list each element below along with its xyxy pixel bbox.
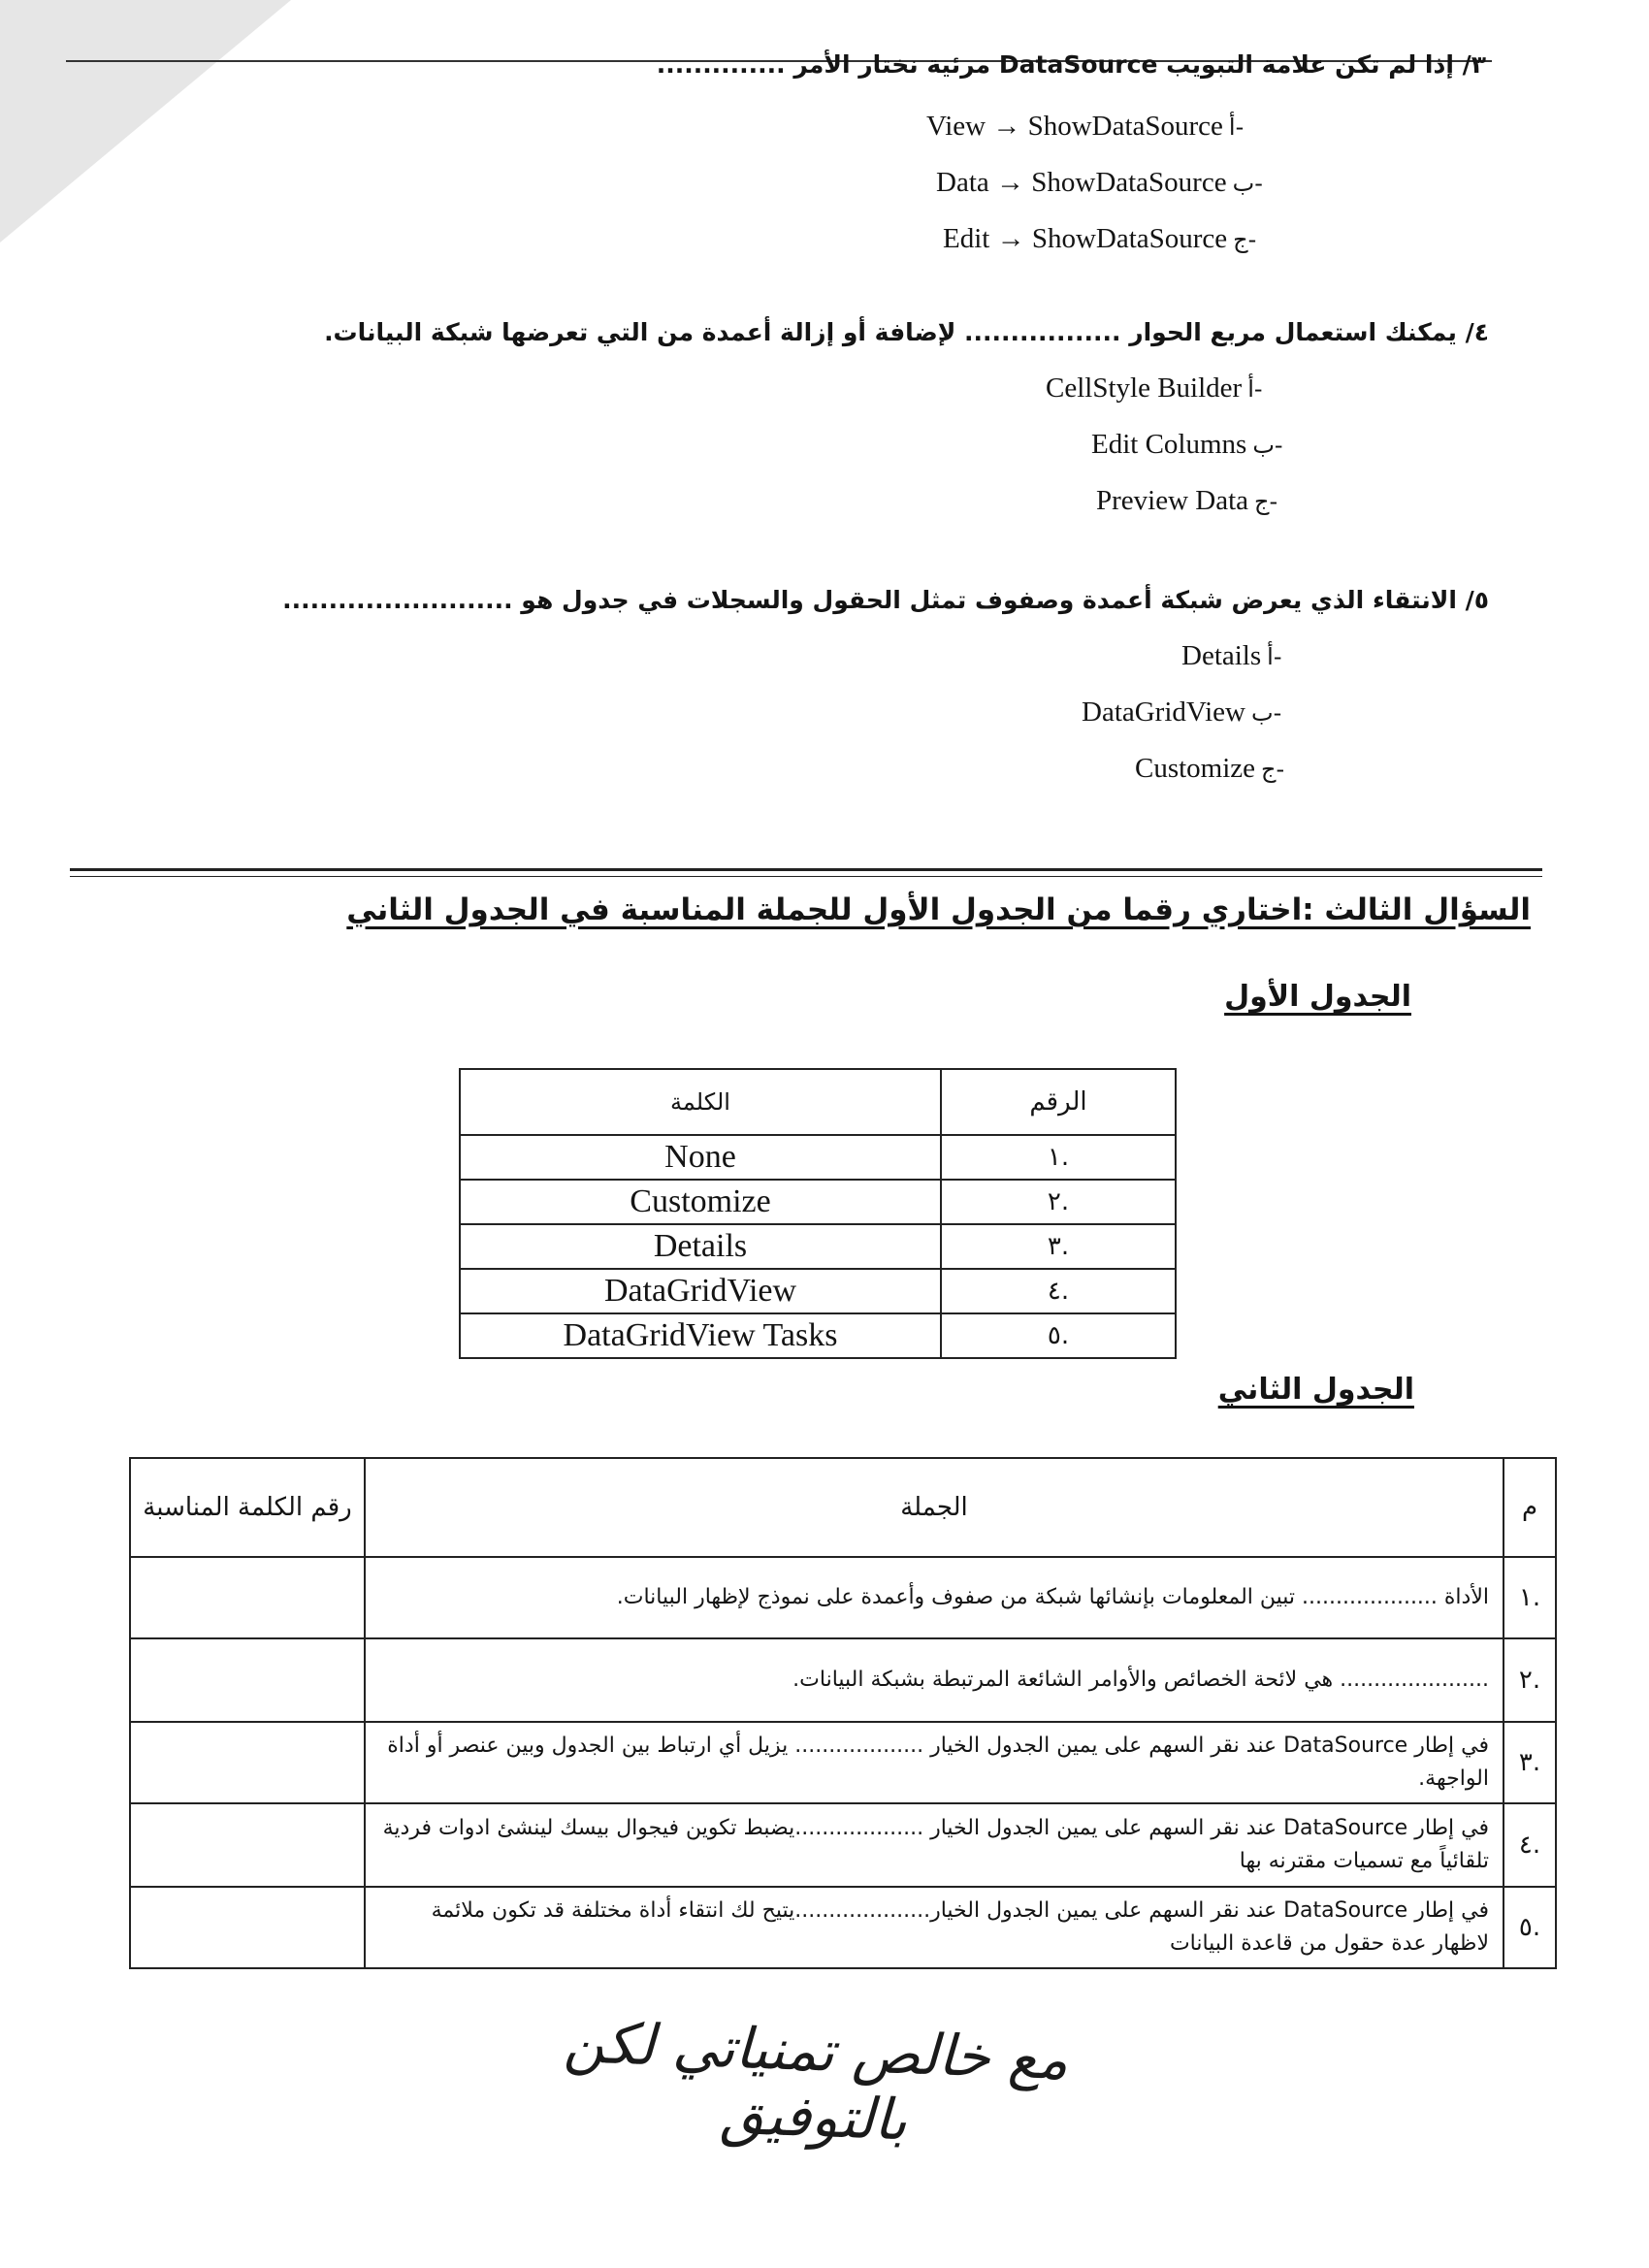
option-text: DataGridView	[1082, 697, 1245, 728]
index-cell: ٥.	[1504, 1887, 1556, 1968]
index-column-header: م	[1504, 1458, 1556, 1557]
question-4-option-b	[1091, 429, 1283, 461]
word-cell: Details	[460, 1224, 941, 1269]
table-header-row	[130, 1458, 1556, 1557]
table-header-row	[460, 1069, 1176, 1135]
question-3-option-a	[926, 111, 1244, 143]
question-4-option-a	[1046, 373, 1263, 405]
folded-corner	[0, 0, 291, 243]
number-cell: ٢.	[941, 1180, 1176, 1224]
option-text: Preview Data	[1096, 485, 1249, 516]
word-cell: None	[460, 1135, 941, 1180]
table-row	[130, 1803, 1556, 1887]
sentences-table	[129, 1457, 1557, 1969]
option-text: CellStyle Builder	[1046, 373, 1243, 404]
table-row	[460, 1135, 1176, 1180]
section-divider-thin	[70, 876, 1542, 877]
table-row	[130, 1887, 1556, 1968]
index-cell: ١.	[1504, 1557, 1556, 1638]
option-text: Customize	[1135, 753, 1256, 784]
sentence-cell: في إطار DataSource عند نقر السهم على يمين الجدول الخيار ................... يزيل أي ارتباط بين الجدول وبين عنصر أو أداة الواجهة.	[365, 1722, 1504, 1803]
table-1-title: الجدول الأول	[1224, 980, 1411, 1014]
question-3-text: ٣/ إذا لم تكن علامة التبويب DataSource مرئية نختار الأمر ..............	[656, 50, 1486, 79]
answer-cell[interactable]	[130, 1638, 365, 1722]
table-row	[460, 1180, 1176, 1224]
index-cell: ٤.	[1504, 1803, 1556, 1887]
option-letter: أ-	[1247, 375, 1263, 403]
question-5-option-b	[1082, 697, 1281, 729]
option-text: View → ShowDataSource	[926, 111, 1223, 142]
option-letter: ب-	[1252, 432, 1283, 459]
option-text: Edit Columns	[1091, 429, 1247, 460]
option-letter: أ-	[1228, 113, 1245, 141]
option-letter: ج-	[1233, 226, 1257, 253]
section-3-heading: السؤال الثالث :اختاري رقما من الجدول الأول للجملة المناسبة في الجدول الثاني	[346, 892, 1531, 927]
sentence-cell: ...................... هي لائحة الخصائص والأوامر الشائعة المرتبطة بشبكة البيانات.	[365, 1638, 1504, 1722]
question-5-option-c	[1135, 753, 1284, 785]
table-2-title: الجدول الثاني	[1217, 1373, 1414, 1407]
table-row	[460, 1269, 1176, 1313]
option-text: Edit → ShowDataSource	[943, 223, 1228, 254]
number-cell: ١.	[941, 1135, 1176, 1180]
question-4-option-c	[1096, 485, 1277, 517]
number-cell: ٣.	[941, 1224, 1176, 1269]
question-5-text: ٥/ الانتقاء الذي يعرض شبكة أعمدة وصفوف تمثل الحقول والسجلات في جدول هو .........................	[282, 586, 1489, 614]
words-table	[459, 1068, 1177, 1359]
answer-column-header: رقم الكلمة المناسبة	[130, 1458, 365, 1557]
question-3-option-c	[943, 223, 1256, 255]
question-4-text: ٤/ يمكنك استعمال مربع الحوار ................. لإضافة أو إزالة أعمدة من التي تعرضها شبكة البيانات.	[324, 318, 1489, 346]
table-row	[130, 1557, 1556, 1638]
sentence-column-header: الجملة	[365, 1458, 1504, 1557]
question-3-option-b	[936, 167, 1263, 199]
option-letter: ج-	[1254, 488, 1278, 515]
answer-cell[interactable]	[130, 1803, 365, 1887]
answer-cell[interactable]	[130, 1557, 365, 1638]
table-row	[460, 1313, 1176, 1358]
option-letter: ب-	[1232, 170, 1263, 197]
question-5-option-a	[1181, 640, 1282, 672]
word-cell: DataGridView	[460, 1269, 941, 1313]
number-column-header: الرقم	[941, 1069, 1176, 1135]
sentence-cell: في إطار DataSource عند نقر السهم على يمين الجدول الخيار ...................يضبط تكوين فيجوال بيسك لينشئ ادوات فردية تلقائياً مع تسميات مقترنه بها	[365, 1803, 1504, 1887]
option-text: Data → ShowDataSource	[936, 167, 1227, 198]
option-text: Details	[1181, 640, 1262, 671]
answer-cell[interactable]	[130, 1722, 365, 1803]
section-divider	[70, 868, 1542, 871]
word-cell: Customize	[460, 1180, 941, 1224]
closing-handwritten-note: مع خالص تمنياتي لكن بالتوفيق	[563, 2008, 1070, 2154]
table-row	[130, 1638, 1556, 1722]
option-letter: ج-	[1261, 756, 1285, 783]
option-letter: أ-	[1267, 643, 1282, 670]
index-cell: ٣.	[1504, 1722, 1556, 1803]
option-letter: ب-	[1250, 699, 1282, 727]
word-cell: DataGridView Tasks	[460, 1313, 941, 1358]
table-row	[460, 1224, 1176, 1269]
sentence-cell: الأداة .................... تبين المعلومات بإنشائها شبكة من صفوف وأعمدة على نموذج لإظهار البيانات.	[365, 1557, 1504, 1638]
number-cell: ٥.	[941, 1313, 1176, 1358]
number-cell: ٤.	[941, 1269, 1176, 1313]
sentence-cell: في إطار DataSource عند نقر السهم على يمين الجدول الخيار....................يتيح لك انتقاء أداة مختلفة قد تكون ملائمة لاظهار عدة حقول من قاعدة البيانات	[365, 1887, 1504, 1968]
table-row	[130, 1722, 1556, 1803]
answer-cell[interactable]	[130, 1887, 365, 1968]
word-column-header: الكلمة	[460, 1069, 941, 1135]
index-cell: ٢.	[1504, 1638, 1556, 1722]
